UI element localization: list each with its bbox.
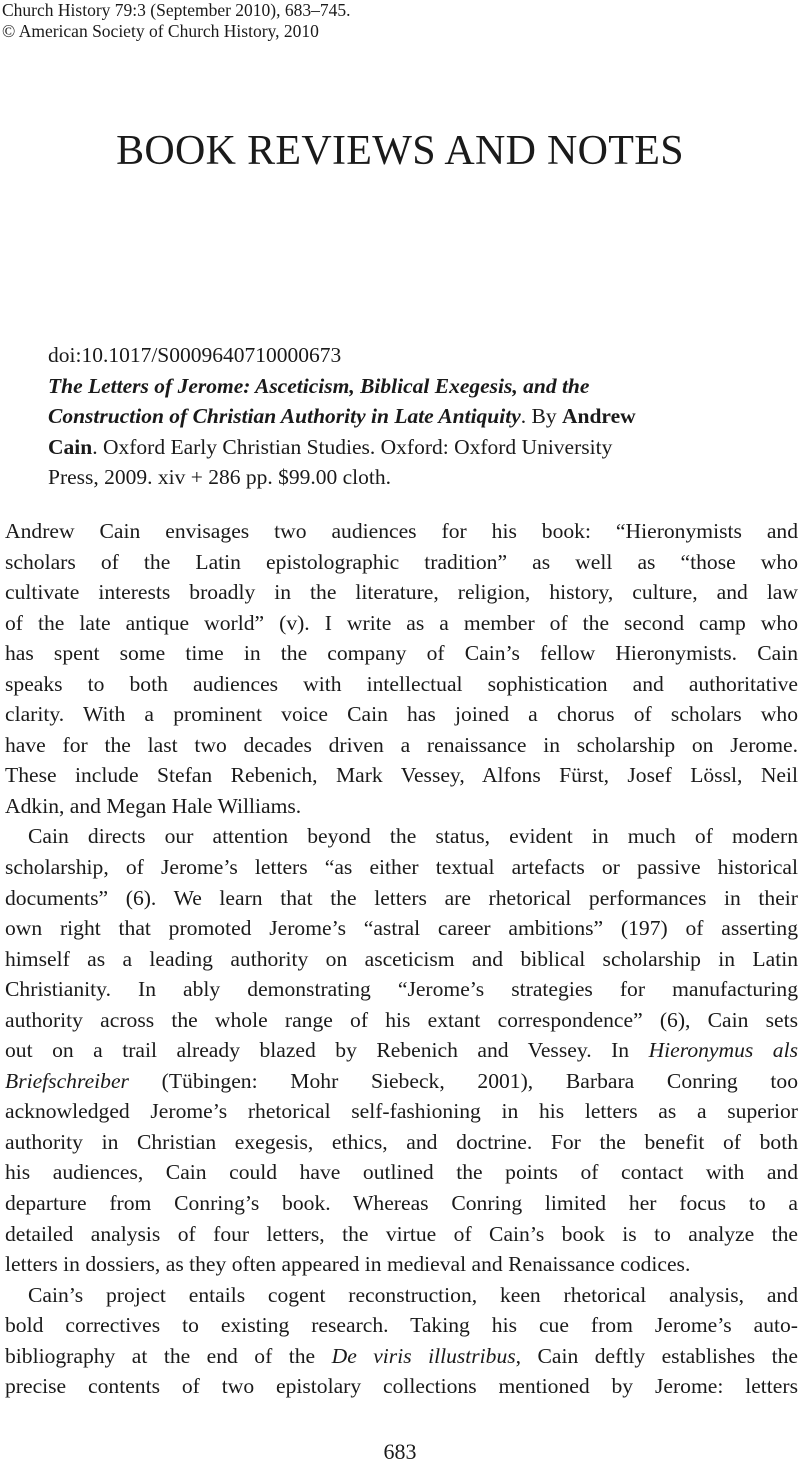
text-line xyxy=(5,1066,798,1097)
text-line xyxy=(5,1341,798,1372)
text-line: bold correctives to existing research. Taking his cue from Jerome’s auto- xyxy=(5,1313,798,1338)
review-heading xyxy=(48,340,760,493)
text-line: Cain’s project entails cogent reconstruction, keen rhetorical analysis, and xyxy=(28,1282,798,1307)
text-line xyxy=(5,1035,798,1066)
doi-link[interactable]: doi:10.1017/S0009640710000673 xyxy=(48,343,342,367)
text-line: has spent some time in the company of Cain’s fellow Hieronymists. Cain xyxy=(5,641,798,666)
book-title-line-1: The Letters of Jerome: Asceticism, Biblical Exegesis, and the xyxy=(48,373,590,398)
italic-title: De viris illustribus xyxy=(331,1343,516,1368)
publisher-line: Press, 2009. xiv + 286 pp. $99.00 cloth. xyxy=(48,465,391,489)
text-line: Christianity. In ably demonstrating “Jerome’s strategies for manufacturing xyxy=(5,977,798,1002)
text-line: authority in Christian exegesis, ethics, and doctrine. For the benefit of both xyxy=(5,1129,798,1154)
text-line: precise contents of two epistolary collections mentioned by Jerome: letters xyxy=(5,1374,798,1399)
author-last-name: Cain xyxy=(48,434,93,459)
text-segment: out on a trail already blazed by Rebenich and Vessey. In xyxy=(5,1038,630,1063)
book-title-part-2: Construction of Christian Authority in Late Antiquity xyxy=(48,404,521,428)
by-label: . By xyxy=(520,404,562,428)
text-line: authority across the whole range of his extant correspondence” (6), Cain sets xyxy=(5,1007,798,1032)
text-line: acknowledged Jerome’s rhetorical self-fashioning in his letters as a superior xyxy=(5,1099,798,1124)
text-line: documents” (6). We learn that the letters are rhetorical performances in their xyxy=(5,885,798,910)
paragraph-3 xyxy=(5,1280,798,1402)
series-line xyxy=(48,432,760,463)
text-line: cultivate interests broadly in the literature, religion, history, culture, and law xyxy=(5,580,798,605)
text-line: of the late antique world” (v). I write as a member of the second camp who xyxy=(5,610,798,635)
text-segment: (Tübingen: Mohr Siebeck, 2001), Barbara Conring too xyxy=(128,1068,798,1093)
text-line: Andrew Cain envisages two audiences for his book: “Hieronymists and xyxy=(5,519,798,543)
text-line: departure from Conring’s book. Whereas Conring limited her focus to a xyxy=(5,1191,798,1216)
text-line: scholars of the Latin epistolographic tradition” as well as “those who xyxy=(5,549,798,574)
review-body xyxy=(5,516,798,1402)
paragraph-2 xyxy=(5,821,798,1279)
italic-title: Briefschreiber xyxy=(5,1068,129,1093)
text-line: detailed analysis of four letters, the virtue of Cain’s book is to analyze the xyxy=(5,1221,798,1246)
text-line: scholarship, of Jerome’s letters “as either textual artefacts or passive historical xyxy=(5,855,798,880)
journal-citation: Church History 79:3 (September 2010), 683–745. xyxy=(2,0,351,20)
text-line: himself as a leading authority on asceticism and biblical scholarship in Latin xyxy=(5,946,798,971)
text-segment: bibliography at the end of the xyxy=(5,1343,332,1368)
text-line: These include Stefan Rebenich, Mark Vessey, Alfons Fürst, Josef Lössl, Neil xyxy=(5,763,798,788)
text-line: clarity. With a prominent voice Cain has joined a chorus of scholars who xyxy=(5,702,798,727)
author-first-name: Andrew xyxy=(561,404,636,428)
paragraph-1 xyxy=(5,516,798,821)
text-line: letters in dossiers, as they often appeared in medieval and Renaissance codices. xyxy=(5,1252,691,1277)
text-line: have for the last two decades driven a renaissance in scholarship on Jerome. xyxy=(5,732,798,757)
copyright-line: © American Society of Church History, 2010 xyxy=(2,21,319,41)
series-text: . Oxford Early Christian Studies. Oxford: Oxford University xyxy=(92,434,613,459)
page-number: 683 xyxy=(383,1439,417,1464)
text-line: speaks to both audiences with intellectual sophistication and authoritative xyxy=(5,671,798,696)
section-title: BOOK REVIEWS AND NOTES xyxy=(116,128,684,174)
text-line: Cain directs our attention beyond the status, evident in much of modern xyxy=(28,824,798,849)
book-title-line-2 xyxy=(48,401,760,432)
text-line: Adkin, and Megan Hale Williams. xyxy=(5,793,302,818)
italic-title: Hieronymus als xyxy=(648,1038,798,1063)
text-line: his audiences, Cain could have outlined the points of contact with and xyxy=(5,1160,798,1185)
text-line: own right that promoted Jerome’s “astral career ambitions” (197) of asserting xyxy=(5,916,798,941)
text-segment: , Cain deftly establishes the xyxy=(515,1343,798,1368)
